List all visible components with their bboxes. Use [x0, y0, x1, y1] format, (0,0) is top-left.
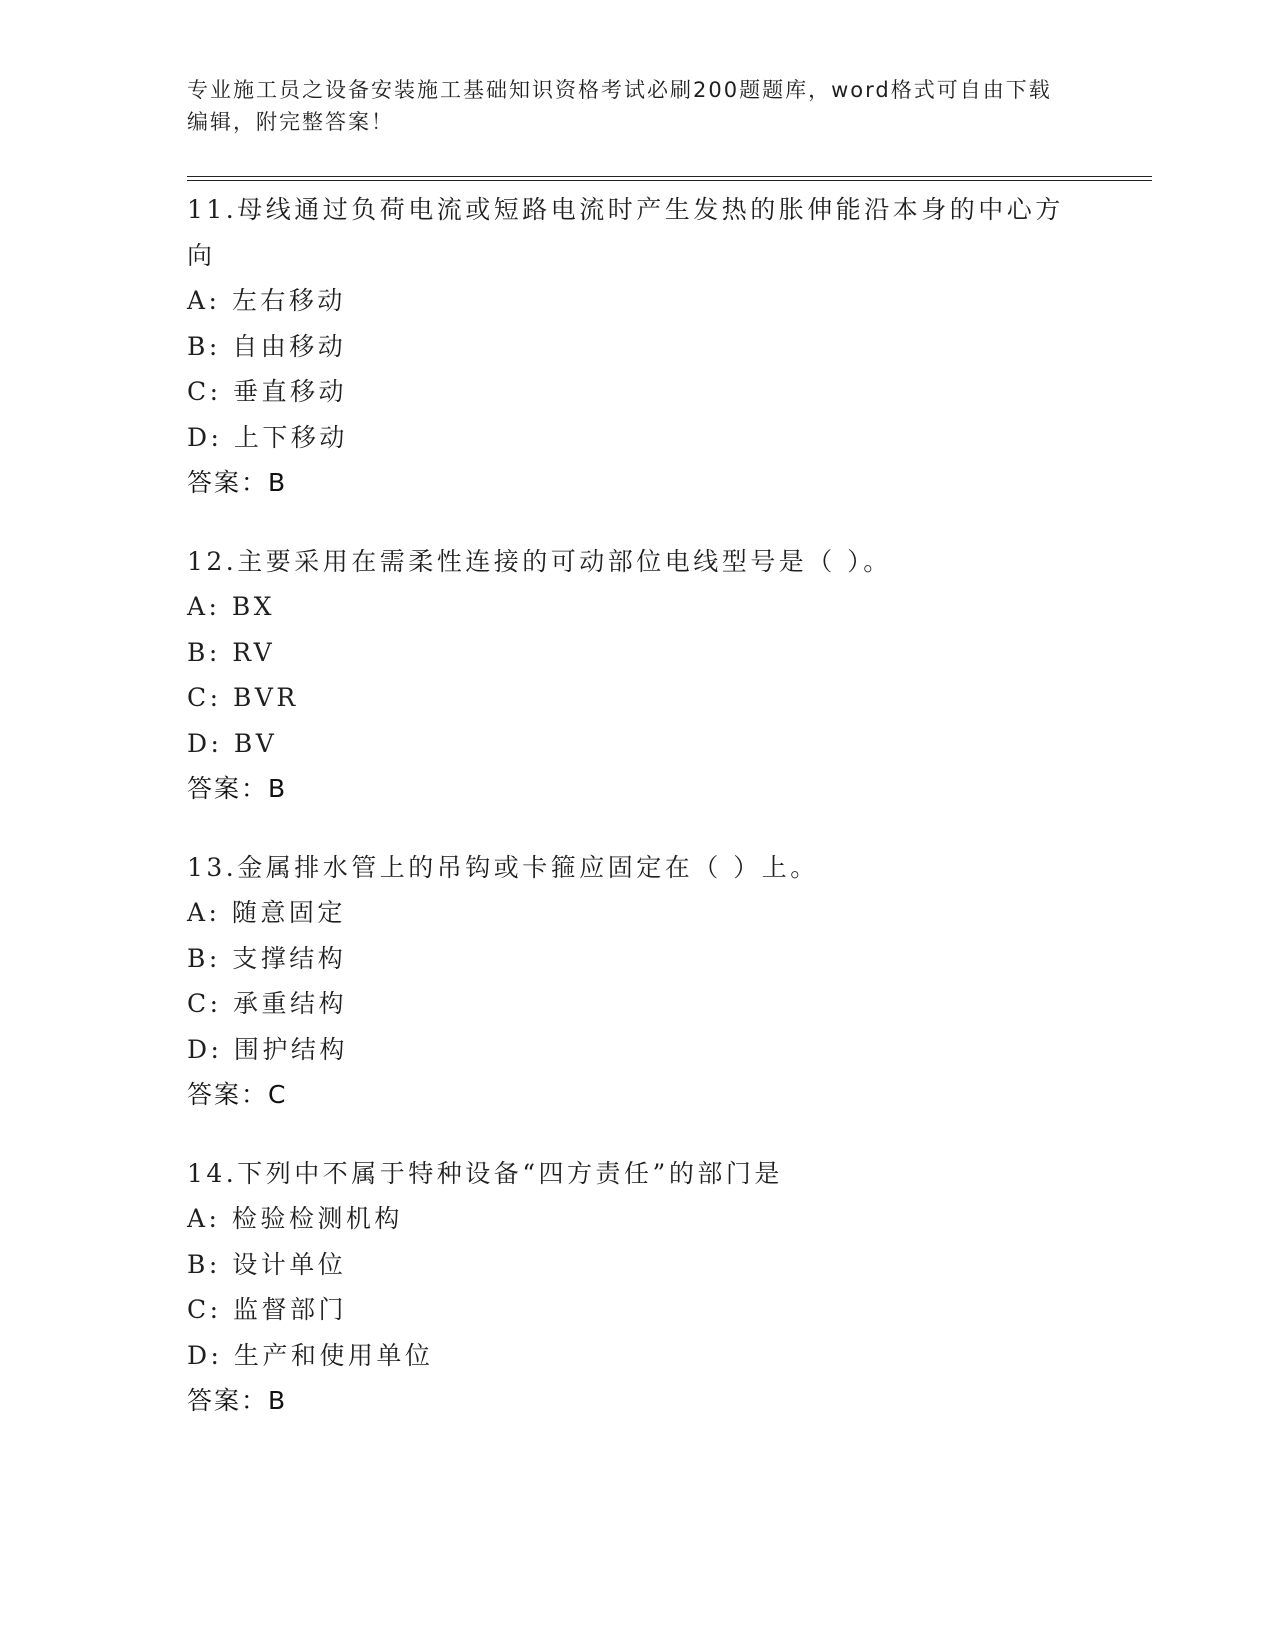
- option-d: D: 上下移动: [187, 422, 348, 452]
- document-header: 专业施工员之设备安装施工基础知识资格考试必刷200题题库，word格式可自由下载编辑，附完整答案！: [187, 78, 1052, 134]
- answer: 答案：C: [187, 1080, 288, 1109]
- option-d: D: 围护结构: [187, 1034, 348, 1064]
- question-stem: 11.母线通过负荷电流或短路电流时产生发热的胀伸能沿本身的中心方向: [187, 195, 1064, 270]
- option-c: C: BVR: [187, 683, 299, 712]
- question-12: [187, 539, 1087, 812]
- option-b: B: RV: [187, 637, 276, 667]
- question-stem: 13.金属排水管上的吊钩或卡箍应固定在（ ）上。: [187, 852, 819, 882]
- option-b: B: 自由移动: [187, 331, 347, 361]
- option-b: B: 设计单位: [187, 1249, 347, 1279]
- answer: 答案：B: [187, 1386, 288, 1415]
- option-d: D: 生产和使用单位: [187, 1340, 434, 1370]
- question-list: [187, 187, 1087, 1457]
- question-stem: 12.主要采用在需柔性连接的可动部位电线型号是（ ）。: [187, 546, 892, 576]
- option-c: C: 承重结构: [187, 989, 347, 1018]
- option-a: A: BX: [187, 592, 276, 621]
- option-a: A: 检验检测机构: [187, 1204, 403, 1233]
- option-a: A: 左右移动: [187, 286, 346, 315]
- option-d: D: BV: [187, 728, 278, 758]
- question-13: [187, 845, 1087, 1118]
- header-divider-bottom: [187, 180, 1152, 181]
- answer: 答案：B: [187, 774, 288, 803]
- question-11: [187, 187, 1087, 506]
- question-14: [187, 1151, 1087, 1424]
- option-c: C: 监督部门: [187, 1295, 347, 1324]
- option-a: A: 随意固定: [187, 898, 346, 927]
- answer: 答案：B: [187, 468, 288, 497]
- option-b: B: 支撑结构: [187, 943, 347, 973]
- header-divider-top: [187, 176, 1152, 177]
- question-stem: 14.下列中不属于特种设备“四方责任”的部门是: [187, 1158, 783, 1188]
- option-c: C: 垂直移动: [187, 377, 347, 406]
